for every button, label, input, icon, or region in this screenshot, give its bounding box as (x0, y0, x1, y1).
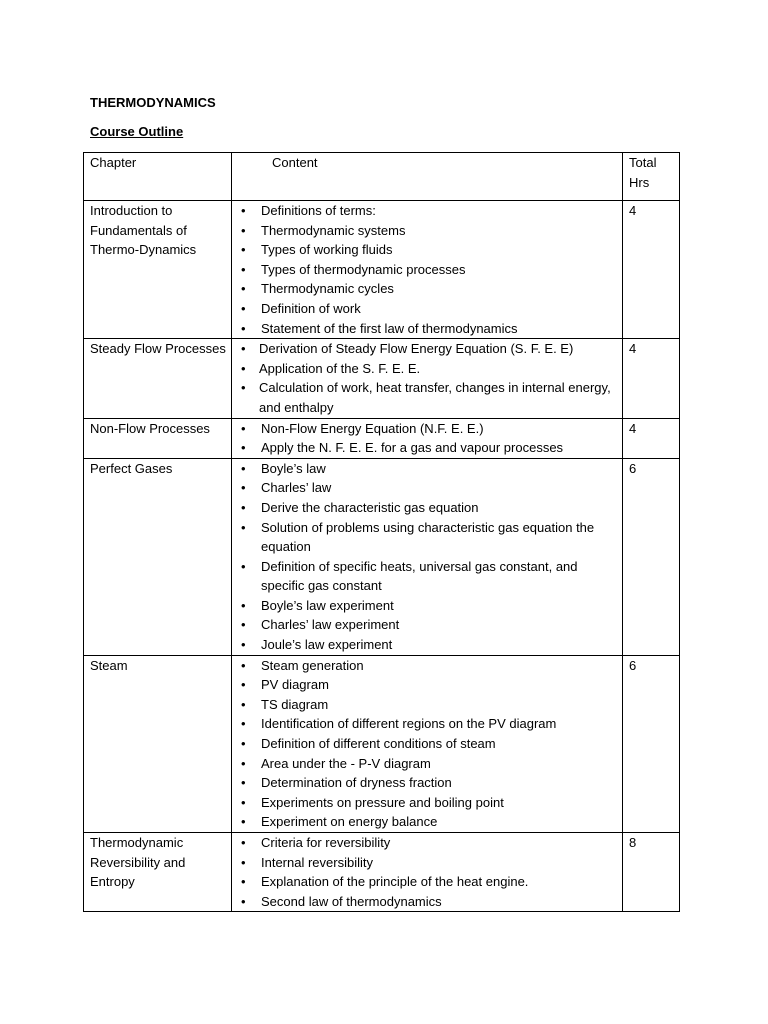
header-chapter (84, 153, 232, 201)
content-list-item: • Area under the - P-V diagram (232, 754, 622, 774)
hours-value: 4 (629, 420, 637, 436)
content-list-item: • Statement of the first law of thermodynamics (232, 319, 622, 339)
table-row (84, 833, 680, 912)
header-content (232, 153, 623, 201)
chapter-name: Non-Flow Processes (90, 420, 210, 436)
content-list-item: • PV diagram (232, 675, 622, 695)
content-list-item: • Criteria for reversibility (232, 833, 622, 853)
content-list (232, 459, 622, 655)
content-list-item: • Thermodynamic cycles (232, 279, 622, 299)
header-chapter-label: Chapter (90, 155, 137, 170)
chapter-cell (84, 201, 232, 339)
content-cell (232, 655, 623, 832)
content-cell (232, 833, 623, 912)
content-list-item: • Experiments on pressure and boiling point (232, 793, 622, 813)
content-list-item: • Solution of problems using characteristic gas equation the equation (232, 518, 622, 557)
content-list-item: • Charles’ law (232, 478, 622, 498)
table-row (84, 458, 680, 655)
content-list-item: • Determination of dryness fraction (232, 773, 622, 793)
header-hours-label: Total Hrs (629, 155, 657, 190)
content-list (232, 656, 622, 832)
content-cell (232, 201, 623, 339)
hours-cell (623, 458, 680, 655)
hours-value: 8 (629, 835, 637, 850)
table-row (84, 339, 680, 418)
content-list-item: • Definition of different conditions of steam (232, 734, 622, 754)
chapter-cell (84, 655, 232, 832)
table-header-row (84, 153, 680, 201)
table-row (84, 655, 680, 832)
hours-cell (623, 833, 680, 912)
content-list-item: • Thermodynamic systems (232, 221, 622, 241)
header-hours (623, 153, 680, 201)
hours-value: 6 (629, 657, 637, 673)
header-content-label: Content (272, 155, 318, 170)
chapter-cell (84, 833, 232, 912)
content-list-item: • Boyle’s law (232, 459, 622, 479)
content-list-item: • Types of thermodynamic processes (232, 260, 622, 280)
content-list (232, 833, 622, 911)
table-row (84, 418, 680, 458)
content-cell (232, 418, 623, 458)
hours-value: 6 (629, 460, 637, 476)
content-list-item: • Second law of thermodynamics (232, 892, 622, 912)
hours-value: 4 (629, 203, 637, 218)
chapter-cell (84, 339, 232, 418)
content-list-item: • Joule’s law experiment (232, 635, 622, 655)
content-list-item: • Derivation of Steady Flow Energy Equation (S. F. E. E) (232, 339, 622, 359)
chapter-name: Steady Flow Processes (90, 341, 226, 357)
content-list-item: • Definitions of terms: (232, 201, 622, 221)
content-list-item: • Explanation of the principle of the heat engine. (232, 872, 622, 892)
content-list-item: • Application of the S. F. E. E. (232, 359, 622, 379)
content-cell (232, 458, 623, 655)
content-list-item: • Experiment on energy balance (232, 812, 622, 832)
content-list (232, 201, 622, 338)
chapter-name: Thermodynamic Reversibility and Entropy (90, 835, 186, 890)
chapter-name: Steam (90, 657, 128, 673)
course-outline-table (83, 152, 680, 912)
hours-cell (623, 201, 680, 339)
content-cell (232, 339, 623, 418)
document-subtitle: Course Outline (90, 124, 184, 139)
hours-value: 4 (629, 341, 637, 357)
content-list-item: • Definition of work (232, 299, 622, 319)
content-list-item: • Charles’ law experiment (232, 615, 622, 635)
chapter-cell (84, 418, 232, 458)
content-list (232, 339, 622, 417)
hours-cell (623, 339, 680, 418)
hours-cell (623, 418, 680, 458)
chapter-name: Perfect Gases (90, 460, 173, 476)
content-list-item: • Apply the N. F. E. E. for a gas and vapour processes (232, 438, 622, 458)
content-list-item: • Non-Flow Energy Equation (N.F. E. E.) (232, 419, 622, 439)
content-list-item: • Types of working fluids (232, 240, 622, 260)
chapter-cell (84, 458, 232, 655)
content-list-item: • Internal reversibility (232, 853, 622, 873)
content-list-item: • Calculation of work, heat transfer, changes in internal energy, and enthalpy (232, 378, 622, 417)
content-list-item: • Definition of specific heats, universal gas constant, and specific gas constant (232, 557, 622, 596)
chapter-name: Introduction to Fundamentals of Thermo-Dynamics (90, 203, 197, 258)
content-list-item: • Steam generation (232, 656, 622, 676)
content-list-item: • Boyle’s law experiment (232, 596, 622, 616)
content-list-item: • TS diagram (232, 695, 622, 715)
table-row (84, 201, 680, 339)
content-list-item: • Derive the characteristic gas equation (232, 498, 622, 518)
content-list (232, 419, 622, 458)
content-list-item: • Identification of different regions on the PV diagram (232, 714, 622, 734)
document-title: THERMODYNAMICS (90, 95, 216, 110)
hours-cell (623, 655, 680, 832)
